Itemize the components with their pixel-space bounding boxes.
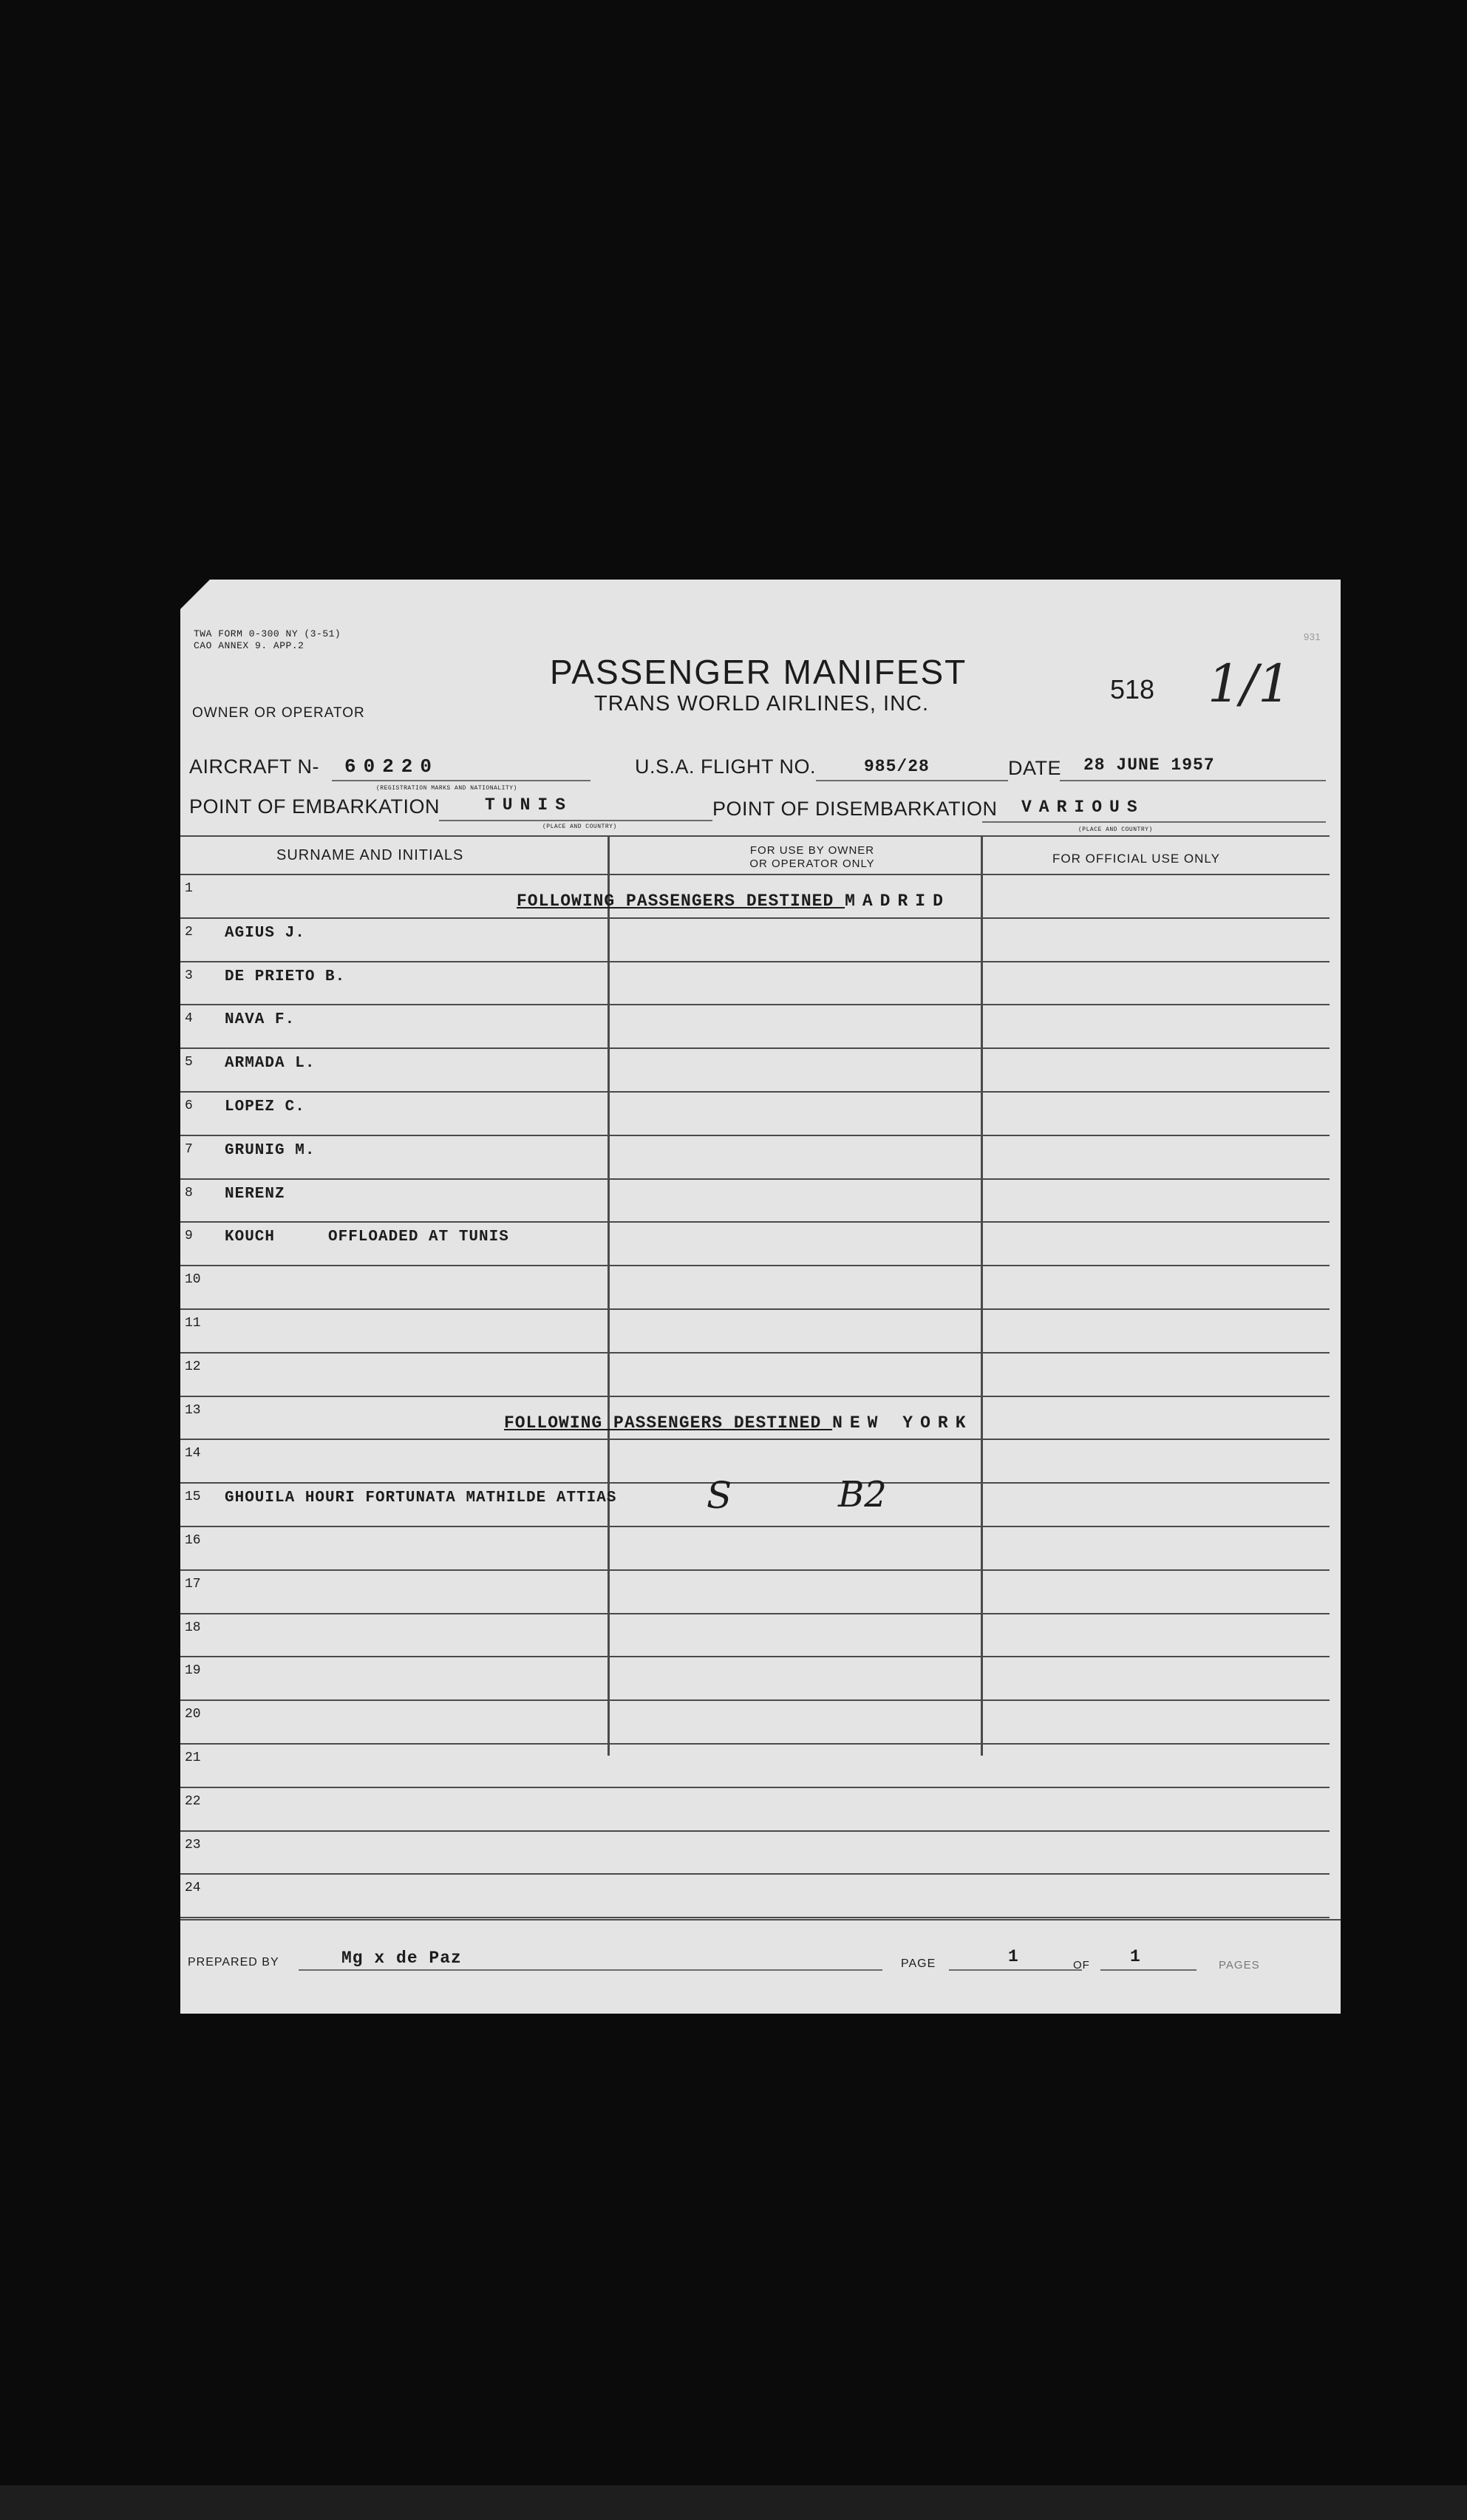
page-label: PAGE xyxy=(901,1957,936,1970)
table-top-rule xyxy=(180,835,1330,837)
page-underline xyxy=(949,1969,1082,1971)
row-name: ARMADA L. xyxy=(225,1055,316,1073)
row-number: 5 xyxy=(185,1055,193,1070)
pages-label: PAGES xyxy=(1219,1959,1260,1971)
folded-corner xyxy=(180,580,210,609)
of-value: 1 xyxy=(1130,1947,1141,1966)
prepared-by-label: PREPARED BY xyxy=(188,1956,279,1969)
row-rule xyxy=(180,1004,1330,1005)
row-rule xyxy=(180,1396,1330,1397)
row-rule xyxy=(180,1308,1330,1310)
newyork-heading-prefix: FOLLOWING PASSENGERS DESTINED xyxy=(504,1413,833,1433)
row-number: 2 xyxy=(185,924,193,940)
madrid-heading-destination: MADRID xyxy=(845,891,950,911)
row-number: 19 xyxy=(185,1663,201,1679)
row-number: 12 xyxy=(185,1359,201,1374)
col-divider-2 xyxy=(981,835,983,1756)
scan-background-strip xyxy=(0,2485,1467,2520)
row-number: 18 xyxy=(185,1620,201,1635)
disembarkation-label: POINT OF DISEMBARKATION xyxy=(712,798,998,820)
row-rule xyxy=(180,1526,1330,1527)
row-rule xyxy=(180,1439,1330,1440)
newyork-heading xyxy=(504,1413,973,1433)
row-rule xyxy=(180,1352,1330,1354)
row-rule xyxy=(180,1917,1330,1918)
row-number: 7 xyxy=(185,1141,193,1157)
row-number: 23 xyxy=(185,1837,201,1852)
date-underline xyxy=(1060,780,1326,781)
aircraft-value: 60220 xyxy=(344,755,440,778)
col-owner-header-line2: OR OPERATOR ONLY xyxy=(749,857,875,870)
row-number: 17 xyxy=(185,1576,201,1592)
page-value: 1 xyxy=(1008,1947,1019,1966)
flight-value: 985/28 xyxy=(864,757,930,776)
row-number: 8 xyxy=(185,1185,193,1200)
row-rule xyxy=(180,1873,1330,1875)
form-id-line2: CAO ANNEX 9. APP.2 xyxy=(194,640,304,651)
row-rule xyxy=(180,1743,1330,1745)
aircraft-underline xyxy=(332,780,590,781)
corner-mark: 931 xyxy=(1304,631,1321,642)
row-number: 4 xyxy=(185,1011,193,1027)
col-owner-header-line1: FOR USE BY OWNER xyxy=(749,844,875,857)
flight-underline xyxy=(816,780,1008,781)
embarkation-underline xyxy=(439,820,712,821)
row-rule xyxy=(180,1047,1330,1049)
handwritten-row15-b: B2 xyxy=(838,1474,887,1515)
row-rule xyxy=(180,1221,1330,1223)
aircraft-label: AIRCRAFT N- xyxy=(189,755,320,778)
row-number: 3 xyxy=(185,968,193,983)
of-label: OF xyxy=(1073,1959,1090,1971)
row-name: LOPEZ C. xyxy=(225,1098,305,1115)
row-rule xyxy=(180,1178,1330,1180)
row-number: 14 xyxy=(185,1446,201,1461)
manifest-sheet xyxy=(180,580,1341,2014)
col-official-header: FOR OFFICIAL USE ONLY xyxy=(1052,852,1220,866)
prepared-by-underline xyxy=(299,1969,882,1971)
prepared-by-value: Mg x de Paz xyxy=(341,1949,462,1968)
disembarkation-value: VARIOUS xyxy=(1021,798,1145,817)
footer-top-rule xyxy=(180,1919,1341,1920)
col-surname-header: SURNAME AND INITIALS xyxy=(276,847,464,863)
row-rule xyxy=(180,1135,1330,1136)
row-number: 21 xyxy=(185,1750,201,1765)
row-number: 15 xyxy=(185,1490,201,1505)
row-rule xyxy=(180,1787,1330,1788)
newyork-heading-destination: NEW YORK xyxy=(832,1413,973,1433)
row-number: 24 xyxy=(185,1881,201,1896)
handwritten-row15-a: S xyxy=(707,1474,732,1517)
madrid-heading-prefix: FOLLOWING PASSENGERS DESTINED xyxy=(517,891,845,911)
handwritten-page-mark: 1/1 xyxy=(1208,653,1291,714)
row-rule xyxy=(180,1569,1330,1571)
row-note: OFFLOADED AT TUNIS xyxy=(328,1229,509,1246)
disembarkation-note: (PLACE AND COUNTRY) xyxy=(1078,826,1153,833)
owner-label: OWNER OR OPERATOR xyxy=(192,705,365,721)
row-name: GHOUILA HOURI FORTUNATA MATHILDE ATTIAS xyxy=(225,1490,617,1507)
row-name: NAVA F. xyxy=(225,1011,296,1029)
flight-label: U.S.A. FLIGHT NO. xyxy=(635,755,817,778)
row-number: 6 xyxy=(185,1098,193,1113)
row-rule xyxy=(180,917,1330,919)
manifest-number: 518 xyxy=(1110,674,1155,704)
col-divider-1 xyxy=(607,835,610,1756)
row-number: 9 xyxy=(185,1229,193,1244)
header-bottom-rule xyxy=(180,874,1330,875)
row-name: KOUCH xyxy=(225,1229,276,1246)
row-number: 1 xyxy=(185,881,193,896)
row-number: 11 xyxy=(185,1316,201,1331)
row-number: 13 xyxy=(185,1402,201,1418)
registration-note: (REGISTRATION MARKS AND NATIONALITY) xyxy=(376,785,517,792)
madrid-heading xyxy=(517,891,950,911)
row-rule xyxy=(180,1482,1330,1484)
row-number: 22 xyxy=(185,1793,201,1809)
row-name: DE PRIETO B. xyxy=(225,968,346,985)
disembarkation-underline xyxy=(982,821,1326,823)
date-value: 28 JUNE 1957 xyxy=(1083,755,1215,775)
date-label: DATE xyxy=(1008,757,1062,779)
embarkation-note: (PLACE AND COUNTRY) xyxy=(542,823,617,830)
airline-name: TRANS WORLD AIRLINES, INC. xyxy=(594,692,930,716)
row-name: NERENZ xyxy=(225,1185,285,1203)
row-rule xyxy=(180,1613,1330,1614)
row-name: AGIUS J. xyxy=(225,924,305,942)
page-title: PASSENGER MANIFEST xyxy=(550,653,967,691)
form-id-line1: TWA FORM 0-300 NY (3-51) xyxy=(194,628,341,639)
row-rule xyxy=(180,1656,1330,1657)
row-rule xyxy=(180,1091,1330,1093)
row-rule xyxy=(180,1699,1330,1701)
row-rule xyxy=(180,961,1330,962)
row-number: 10 xyxy=(185,1272,201,1288)
of-underline xyxy=(1100,1969,1197,1971)
embarkation-label: POINT OF EMBARKATION xyxy=(189,795,440,818)
embarkation-value: TUNIS xyxy=(485,795,573,815)
row-number: 20 xyxy=(185,1707,201,1722)
row-rule xyxy=(180,1265,1330,1266)
row-rule xyxy=(180,1830,1330,1832)
row-number: 16 xyxy=(185,1533,201,1548)
row-name: GRUNIG M. xyxy=(225,1141,316,1159)
